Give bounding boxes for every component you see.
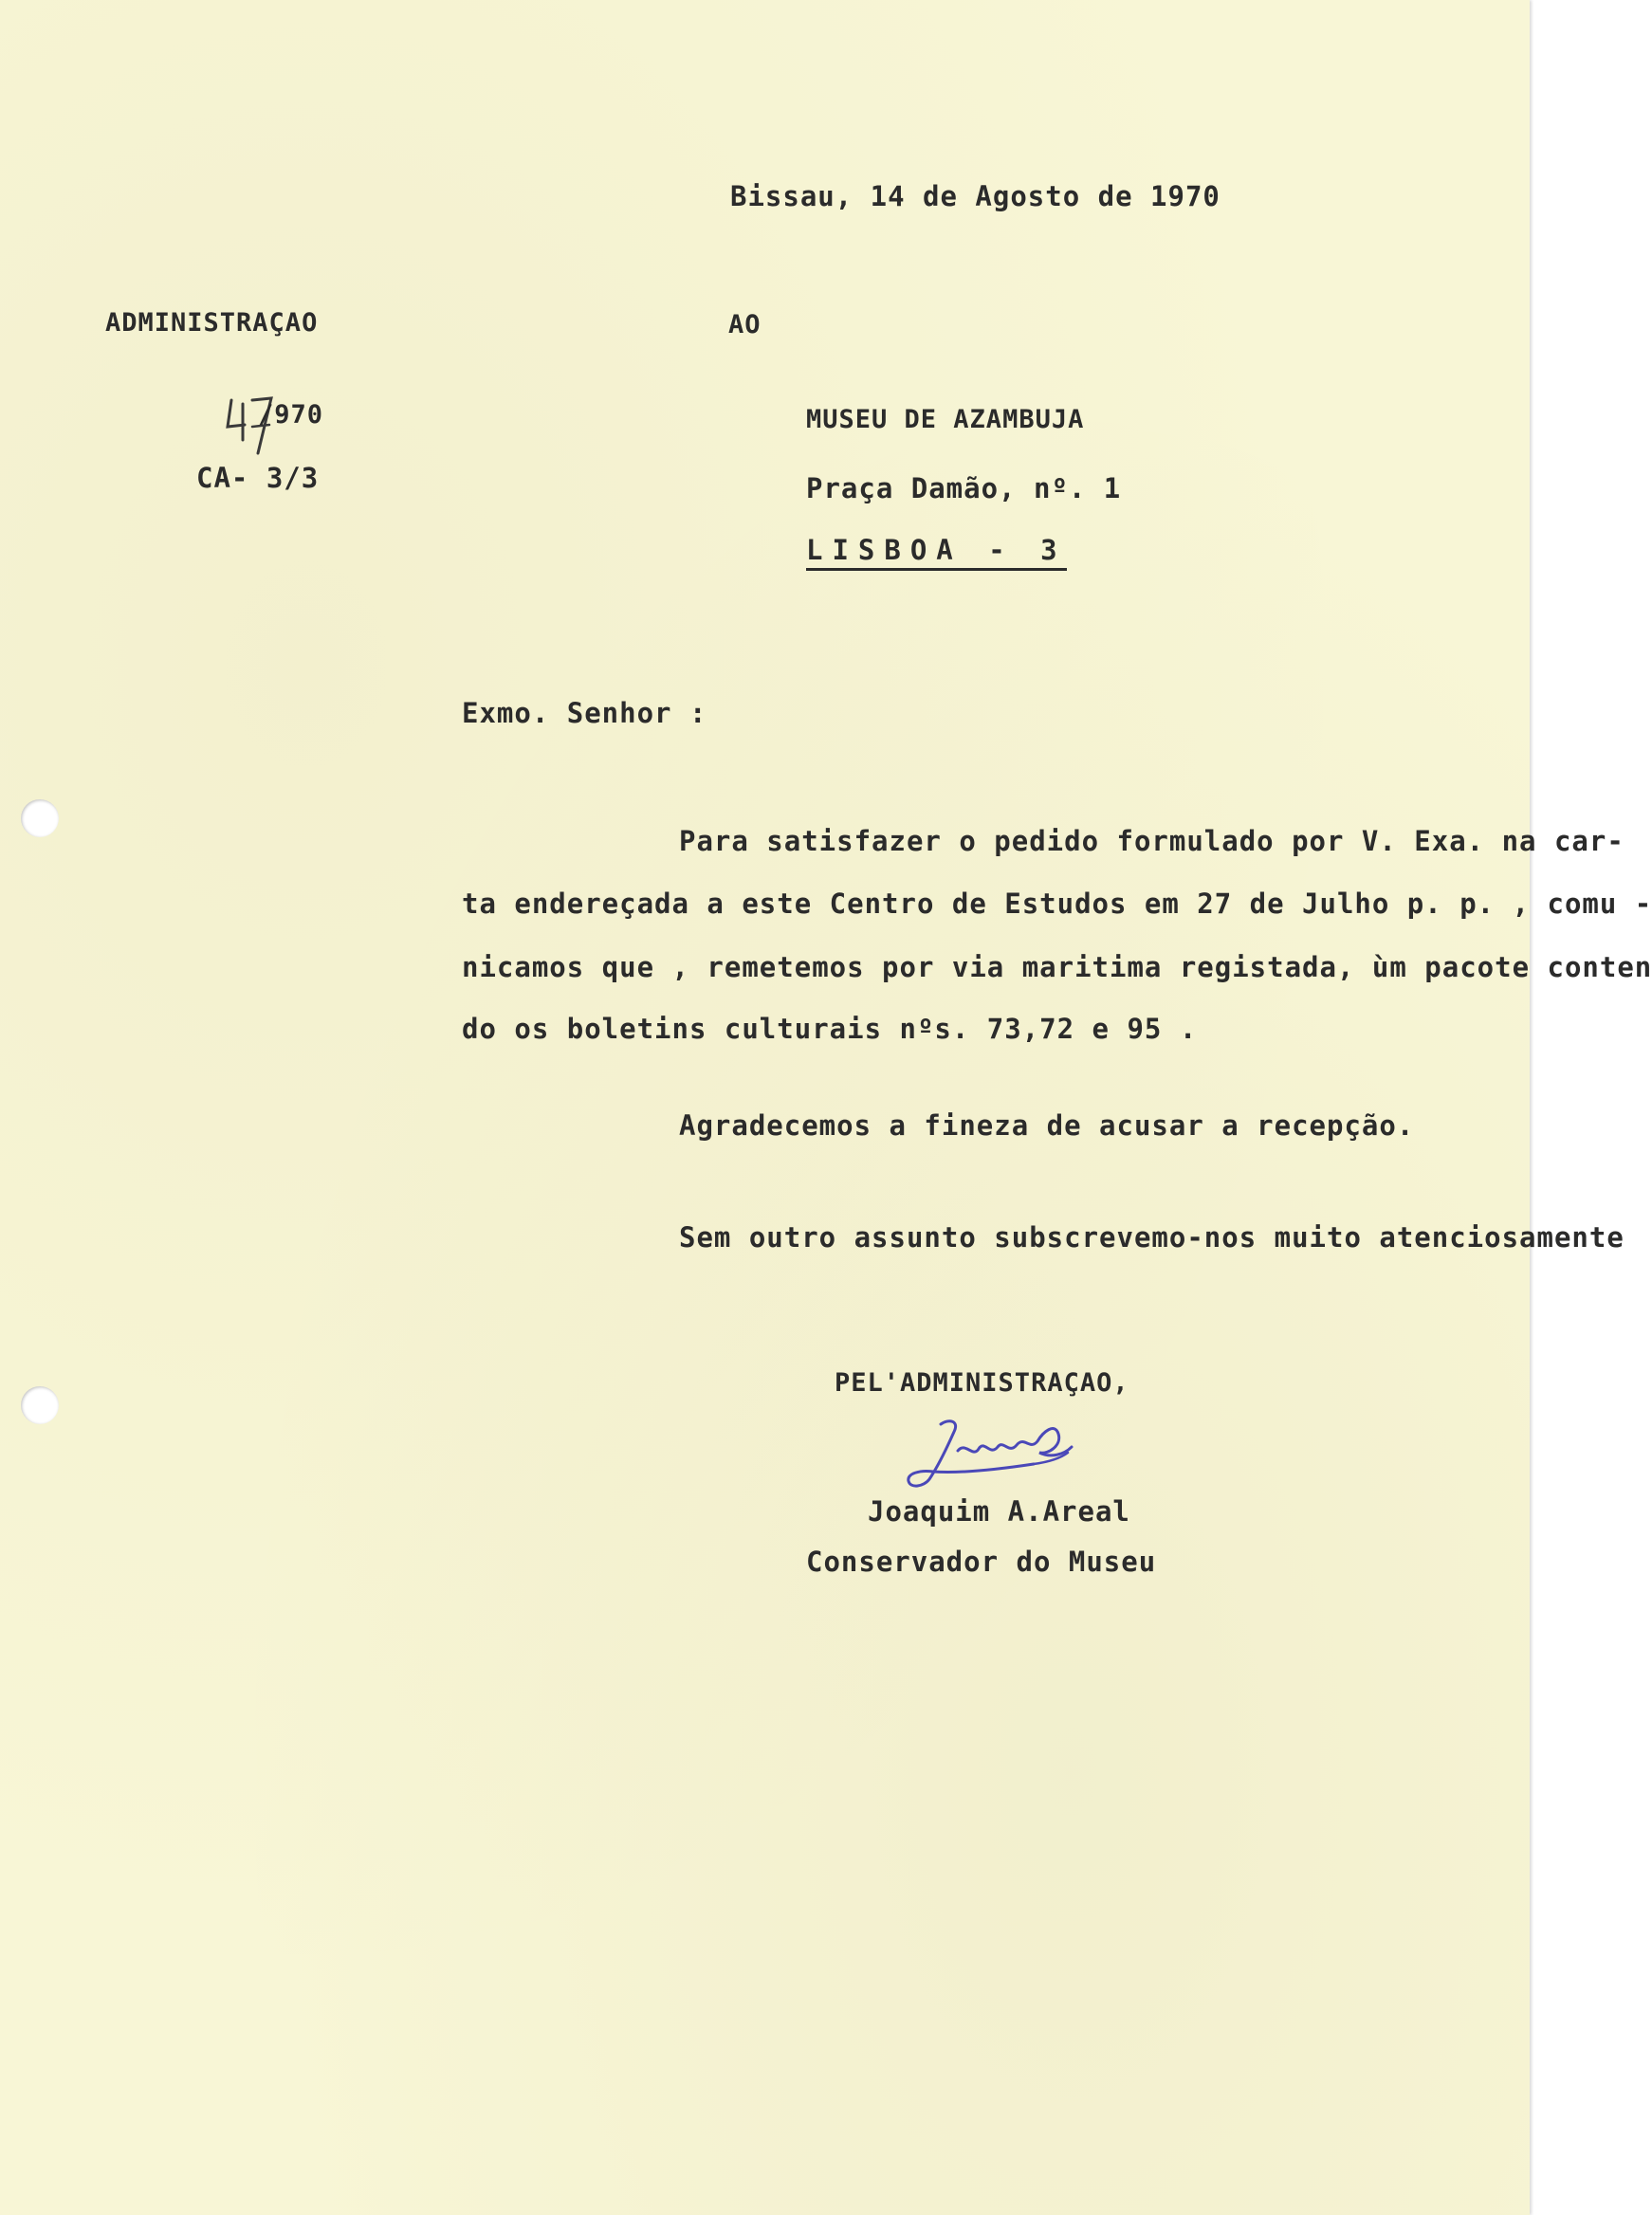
recipient-address: Praça Damão, nº. 1 [806,472,1122,504]
body-line-1: Para satisfazer o pedido formulado por V. Exa. na car- [679,825,1624,857]
closing-paragraph-wrap [0,1214,1624,1261]
sender-reference-year: /970 [258,400,324,430]
body-line-2: ta endereçada a este Centro de Estudos em 27 de Julho p. p. , comu - [462,888,1652,920]
handwritten-signature [891,1413,1110,1498]
body-line-3: nicamos que , remetemos por via maritima registada, ùm pacote conten [462,951,1652,983]
body-paragraph [0,815,1652,1053]
closing-paragraph: Sem outro assunto subscrevemo-nos muito atenciosamente [679,1221,1624,1254]
recipient-name: MUSEU DE AZAMBUJA [806,405,1085,434]
signer-title: Conservador do Museu [806,1546,1157,1578]
recipient-city: LISBOA - 3 [806,534,1067,571]
salutation: Exmo. Senhor : [462,697,707,729]
signer-name: Joaquim A.Areal [868,1495,1130,1528]
body-line-4: do os boletins culturais nºs. 73,72 e 95 . [462,1013,1198,1045]
place-date: Bissau, 14 de Agosto de 1970 [730,180,1221,212]
on-behalf-of: PEL'ADMINISTRAÇAO, [835,1368,1129,1398]
thanks-paragraph: Agradecemos a fineza de acusar a recepção. [679,1109,1415,1142]
sender-file-code: CA- 3/3 [196,462,320,494]
recipient-to: AO [728,310,762,339]
punch-hole-bottom [21,1386,59,1424]
sender-department: ADMINISTRAÇAO [105,308,319,338]
